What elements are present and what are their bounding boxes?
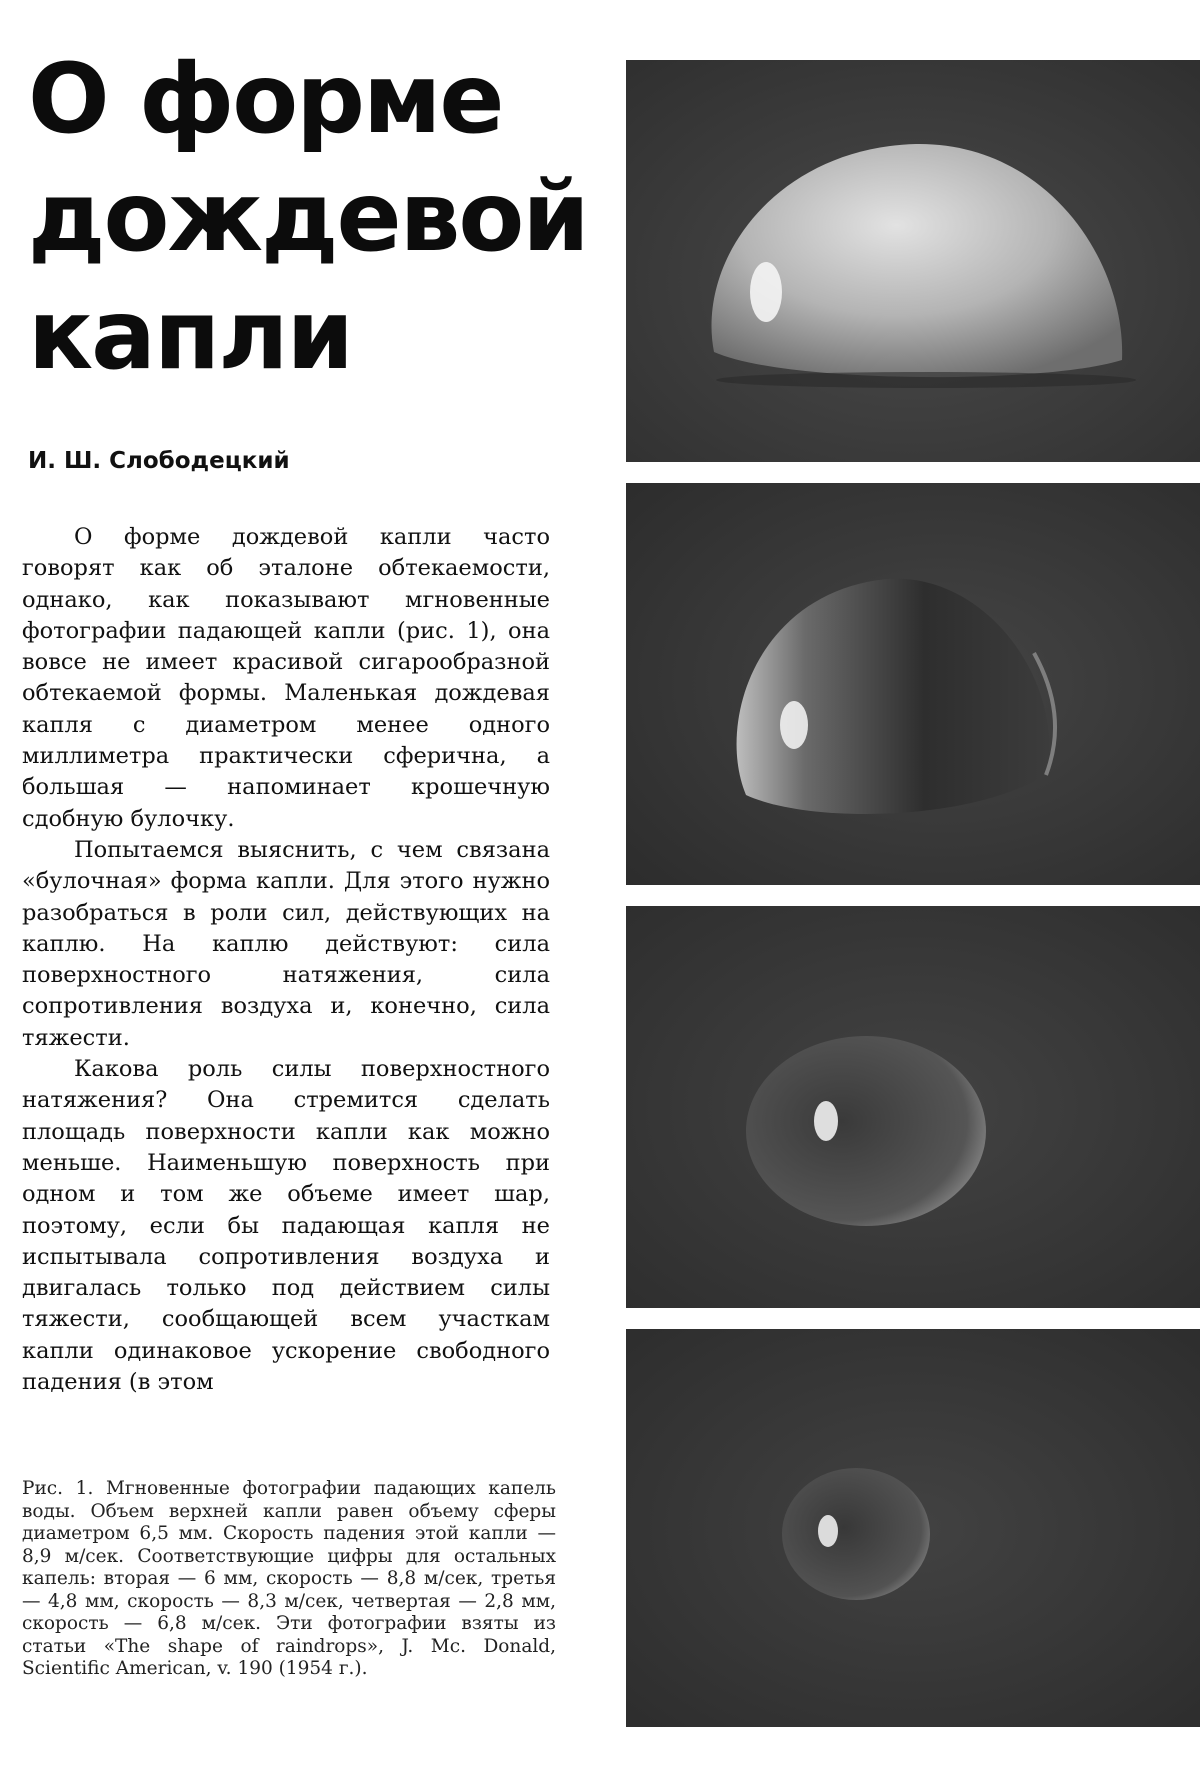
body-paragraph-3: Какова роль силы поверхностного натяжения? Она стремится сделать площадь поверхности капли как можно меньше. Наименьшую поверхность при одном и том же объеме имеет шар, поэтому, если бы падающая капля не испытывала сопротивления воздуха и двигалась только под действием силы тяжести, сообщающей всем участкам капли одинаковое ускорение свободного падения (в этом [22, 1056, 550, 1396]
title-line-2: дождевой [28, 161, 588, 273]
article-author: И. Ш. Слободецкий [28, 448, 290, 474]
article-title [28, 40, 608, 394]
raindrop-photo-2 [626, 483, 1200, 885]
title-line-1: О форме [28, 43, 503, 155]
figure-caption: Рис. 1. Мгновенные фотографии падающих капель воды. Объем верхней капли равен объему сферы диаметром 6,5 мм. Скорость падения этой капли — 8,9 м/сек. Соответствующие цифры для остальных капель: вторая — 6 мм, скорость — 8,8 м/сек, третья — 4,8 мм, скорость — 8,3 м/сек, четвертая — 2,8 мм, скорость — 6,8 м/сек. Эти фотографии взяты из статьи «The shape of raindrops», J. Mc. Donald, Scientific American, v. 190 (1954 г.). [22, 1478, 556, 1679]
raindrop-photo-1 [626, 60, 1200, 462]
body-paragraph-2: Попытаемся выяснить, с чем связана «булочная» форма капли. Для этого нужно разобраться в роли сил, действующих на каплю. На каплю действуют: сила поверхностного натяжения, сила сопротивления воздуха и, конечно, сила тяжести. [22, 836, 550, 1051]
body-paragraph-1: О форме дождевой капли часто говорят как об эталоне обтекаемости, однако, как показывают мгновенные фотографии падающей капли (рис. 1), она вовсе не имеет красивой сигарообразной обтекаемой формы. Маленькая дождевая капля с диаметром менее одного миллиметра практически сферична, а большая — напоминает крошечную сдобную булочку. [22, 524, 550, 832]
article-body [22, 522, 550, 1410]
raindrop-3 [746, 1036, 986, 1226]
raindrop-4 [782, 1468, 930, 1600]
title-line-3: капли [28, 279, 352, 391]
raindrop-photo-3 [626, 906, 1200, 1308]
raindrop-photo-4 [626, 1329, 1200, 1727]
